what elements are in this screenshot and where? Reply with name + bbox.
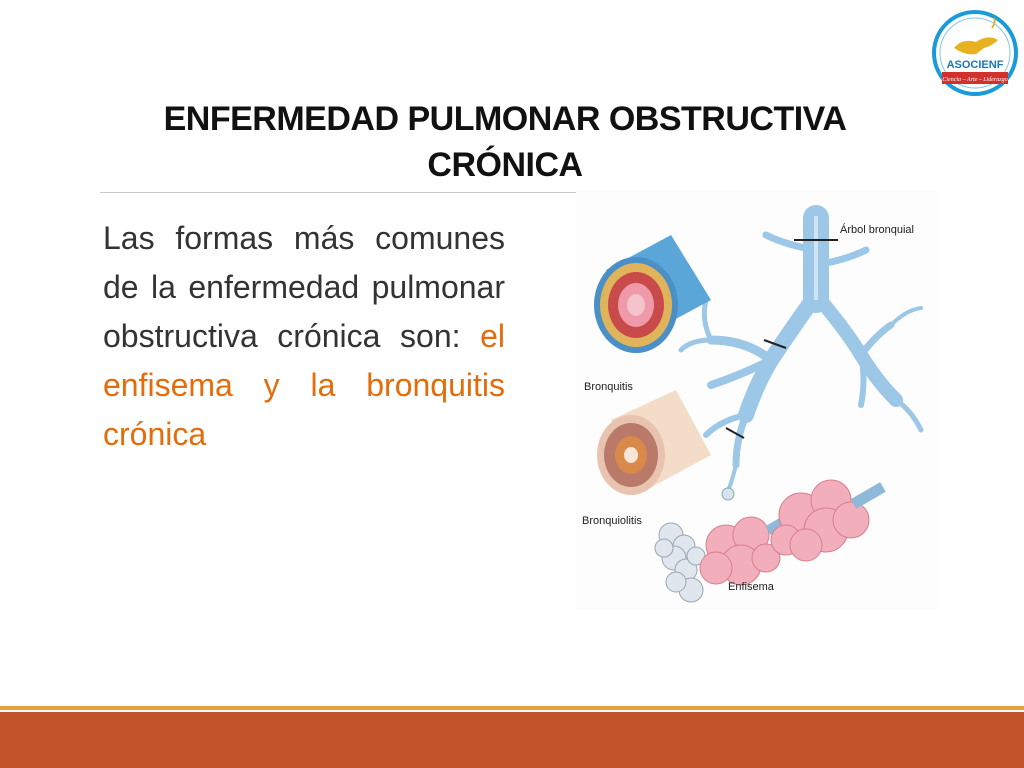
title-line-1: ENFERMEDAD PULMONAR OBSTRUCTIVA — [163, 100, 847, 138]
slide-title — [100, 96, 910, 188]
normal-alveoli — [655, 523, 705, 602]
bronquiolitis-tube — [597, 390, 711, 495]
asocienf-logo — [932, 8, 1018, 98]
body-paragraph — [103, 214, 505, 459]
label-bronquitis: Bronquitis — [584, 381, 633, 393]
footer-accent-line — [0, 706, 1024, 710]
logo-tagline: Ciencia – Arte – Liderazgo — [942, 77, 1008, 83]
label-bronquiolitis: Bronquiolitis — [582, 515, 642, 527]
emphysema-alveoli-right — [771, 480, 869, 561]
title-line-2: CRÓNICA — [427, 146, 583, 184]
title-divider — [100, 192, 576, 193]
logo-text: ASOCIENF — [946, 59, 1004, 71]
footer-bar — [0, 712, 1024, 768]
label-arbol-bronquial: Árbol bronquial — [840, 224, 914, 236]
body-plain-text: Las formas más comunes de la enfermedad pulmonar obstructiva crónica son: — [103, 220, 505, 354]
bronquitis-tube — [594, 235, 711, 353]
bronchial-illustration — [576, 190, 940, 610]
body-highlight-text: el enfisema y la bronquitis crónica — [103, 318, 505, 452]
bronchial-tree — [681, 218, 921, 490]
label-enfisema: Enfisema — [728, 581, 774, 593]
